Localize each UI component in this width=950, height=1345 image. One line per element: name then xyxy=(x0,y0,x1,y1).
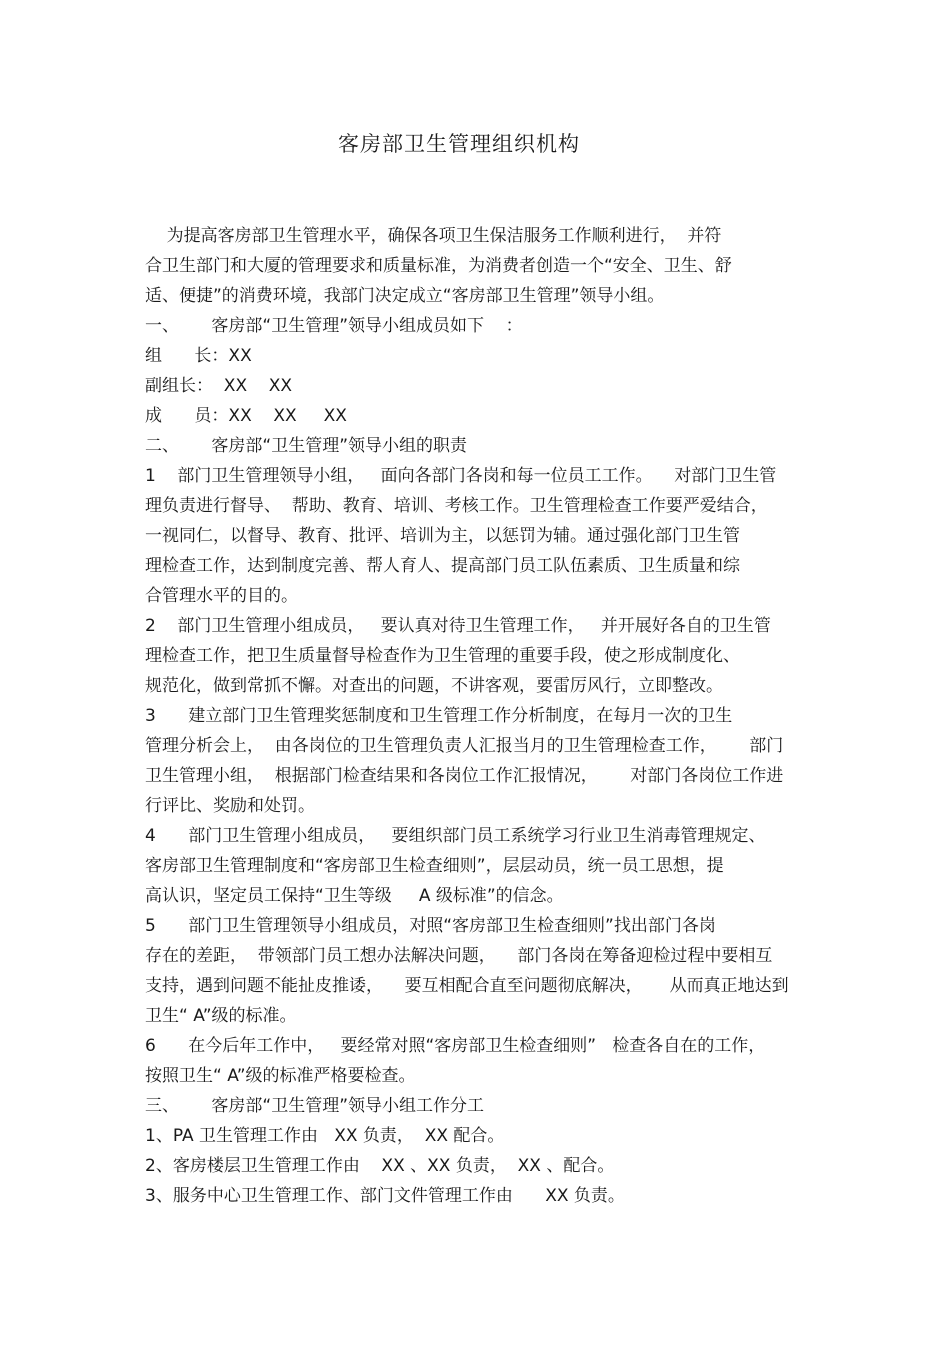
text-line: 为提高客房部卫生管理水平，确保各项卫生保洁服务工作顺利进行， 并符 xyxy=(145,226,722,246)
text-line: 卫生“ A”级的标准。 xyxy=(145,1006,297,1026)
text-line: 客房部卫生管理制度和“客房部卫生检查细则”，层层动员，统一员工思想，提 xyxy=(145,856,724,876)
text-line: 2 部门卫生管理小组成员， 要认真对待卫生管理工作， 并开展好各自的卫生管 xyxy=(145,616,771,636)
text-line: 存在的差距， 带领部门员工想办法解决问题， 部门各岗在筹备迎检过程中要相互 xyxy=(145,946,773,966)
text-line: 成 员：XX XX XX xyxy=(145,406,347,426)
text-line: 6 在今后年工作中， 要经常对照“客房部卫生检查细则” 检查各自在的工作， xyxy=(145,1036,766,1056)
text-line: 理负责进行督导、 帮助、教育、培训、考核工作。卫生管理检查工作要严爱结合， xyxy=(145,496,768,516)
text-line: 理检查工作，达到制度完善、帮人育人、提高部门员工队伍素质、卫生质量和综 xyxy=(145,556,740,576)
text-line: 4 部门卫生管理小组成员， 要组织部门员工系统学习行业卫生消毒管理规定、 xyxy=(145,826,766,846)
text-line: 1、PA 卫生管理工作由 XX 负责， XX 配合。 xyxy=(145,1126,505,1146)
text-line: 一、 客房部“卫生管理”领导小组成员如下 ： xyxy=(145,316,523,336)
text-line: 行评比、奖励和处罚。 xyxy=(145,796,315,816)
text-line: 适、便捷”的消费环境，我部门决定成立“客房部卫生管理”领导小组。 xyxy=(145,286,665,306)
text-line: 高认识，坚定员工保持“卫生等级 A 级标准”的信念。 xyxy=(145,886,564,906)
text-line: 按照卫生“ A”级的标准严格要检查。 xyxy=(145,1066,416,1086)
text-line: 理检查工作，把卫生质量督导检查作为卫生管理的重要手段，使之形成制度化、 xyxy=(145,646,740,666)
text-line: 合卫生部门和大厦的管理要求和质量标准，为消费者创造一个“安全、卫生、舒 xyxy=(145,256,732,276)
text-line: 一视同仁，以督导、教育、批评、培训为主，以惩罚为辅。通过强化部门卫生管 xyxy=(145,526,740,546)
text-line: 组 长：XX xyxy=(145,346,252,366)
text-line: 1 部门卫生管理领导小组， 面向各部门各岗和每一位员工工作。 对部门卫生管 xyxy=(145,466,777,486)
text-line: 支持，遇到问题不能扯皮推诿， 要互相配合直至问题彻底解决， 从而真正地达到 xyxy=(145,976,789,996)
text-line: 规范化，做到常抓不懈。对查出的问题，不讲客观，要雷厉风行，立即整改。 xyxy=(145,676,723,696)
text-line: 管理分析会上， 由各岗位的卫生管理负责人汇报当月的卫生管理检查工作， 部门 xyxy=(145,736,784,756)
text-line: 副组长： XX XX xyxy=(145,376,293,396)
text-line: 卫生管理小组， 根据部门检查结果和各岗位工作汇报情况， 对部门各岗位工作进 xyxy=(145,766,784,786)
document-title: 客房部卫生管理组织机构 xyxy=(338,132,580,156)
text-line: 三、 客房部“卫生管理”领导小组工作分工 xyxy=(145,1096,485,1116)
text-line: 2、客房楼层卫生管理工作由 XX 、XX 负责， XX 、配合。 xyxy=(145,1156,615,1176)
text-line: 二、 客房部“卫生管理”领导小组的职责 xyxy=(145,436,468,456)
text-line: 合管理水平的目的。 xyxy=(145,586,298,606)
text-line: 5 部门卫生管理领导小组成员，对照“客房部卫生检查细则”找出部门各岗 xyxy=(145,916,716,936)
text-line: 3 建立部门卫生管理奖惩制度和卫生管理工作分析制度，在每月一次的卫生 xyxy=(145,706,733,726)
text-line: 3、服务中心卫生管理工作、部门文件管理工作由 XX 负责。 xyxy=(145,1186,625,1206)
